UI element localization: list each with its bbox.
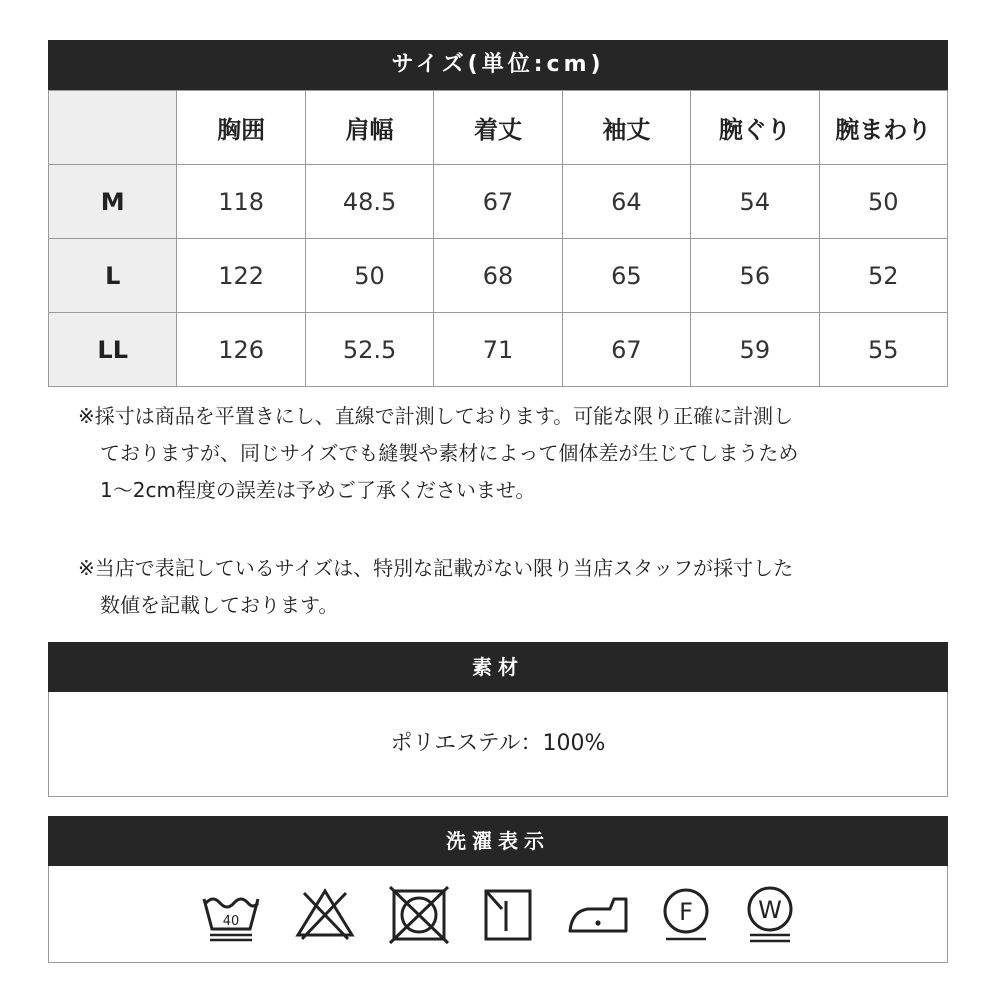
dry-clean-letter: F: [679, 897, 693, 926]
table-cell: 52: [819, 239, 947, 313]
table-corner-cell: [49, 91, 177, 165]
table-row: [49, 165, 948, 239]
column-header: 袖丈: [562, 91, 690, 165]
no-tumble-dry-icon: [386, 885, 452, 945]
note-line: 数値を記載しております。: [100, 593, 339, 617]
size-section-title: サイズ(単位:cm): [48, 40, 948, 90]
note-line: 1～2cm程度の誤差は予めご了承くださいませ。: [100, 478, 536, 502]
table-cell: 67: [562, 313, 690, 387]
table-cell: 126: [177, 313, 305, 387]
table-cell: 68: [434, 239, 562, 313]
size-note: [78, 550, 938, 624]
wash-40-gentle-icon: [198, 885, 264, 945]
wet-clean-w-icon: [742, 885, 798, 945]
table-row: [49, 313, 948, 387]
care-section-title: 洗濯表示: [48, 816, 948, 866]
dry-clean-f-icon: [658, 885, 714, 945]
note-line: ※当店で表記しているサイズは、特別な記載がない限り当店スタッフが採寸した: [78, 556, 794, 580]
care-box: [48, 866, 948, 963]
table-cell: 59: [691, 313, 819, 387]
row-header-size: L: [49, 239, 177, 313]
material-box: [48, 692, 948, 797]
table-cell: 67: [434, 165, 562, 239]
wet-clean-letter: W: [758, 895, 782, 924]
size-table: [48, 90, 948, 387]
column-header: 着丈: [434, 91, 562, 165]
table-cell: 50: [305, 239, 433, 313]
care-icons-row: [49, 866, 947, 963]
table-cell: 55: [819, 313, 947, 387]
no-bleach-icon: [292, 885, 358, 945]
column-header: 胸囲: [177, 91, 305, 165]
table-row: [49, 239, 948, 313]
material-section-title: 素材: [48, 642, 948, 692]
row-header-size: M: [49, 165, 177, 239]
line-dry-icon: [480, 885, 536, 945]
table-cell: 52.5: [305, 313, 433, 387]
table-cell: 118: [177, 165, 305, 239]
table-cell: 64: [562, 165, 690, 239]
material-text: ポリエステル：100%: [390, 731, 606, 756]
table-cell: 50: [819, 165, 947, 239]
table-cell: 71: [434, 313, 562, 387]
table-cell: 48.5: [305, 165, 433, 239]
table-cell: 54: [691, 165, 819, 239]
low-iron-icon: [564, 885, 630, 945]
table-header-row: [49, 91, 948, 165]
column-header: 腕まわり: [819, 91, 947, 165]
row-header-size: LL: [49, 313, 177, 387]
column-header: 腕ぐり: [691, 91, 819, 165]
table-cell: 122: [177, 239, 305, 313]
measurement-note: [78, 398, 938, 509]
wash-temperature-label: 40: [222, 913, 240, 929]
table-cell: 65: [562, 239, 690, 313]
table-cell: 56: [691, 239, 819, 313]
note-line: ておりますが、同じサイズでも縫製や素材によって個体差が生じてしまうため: [100, 441, 799, 465]
column-header: 肩幅: [305, 91, 433, 165]
note-line: ※採寸は商品を平置きにし、直線で計測しております。可能な限り正確に計測し: [78, 404, 794, 428]
